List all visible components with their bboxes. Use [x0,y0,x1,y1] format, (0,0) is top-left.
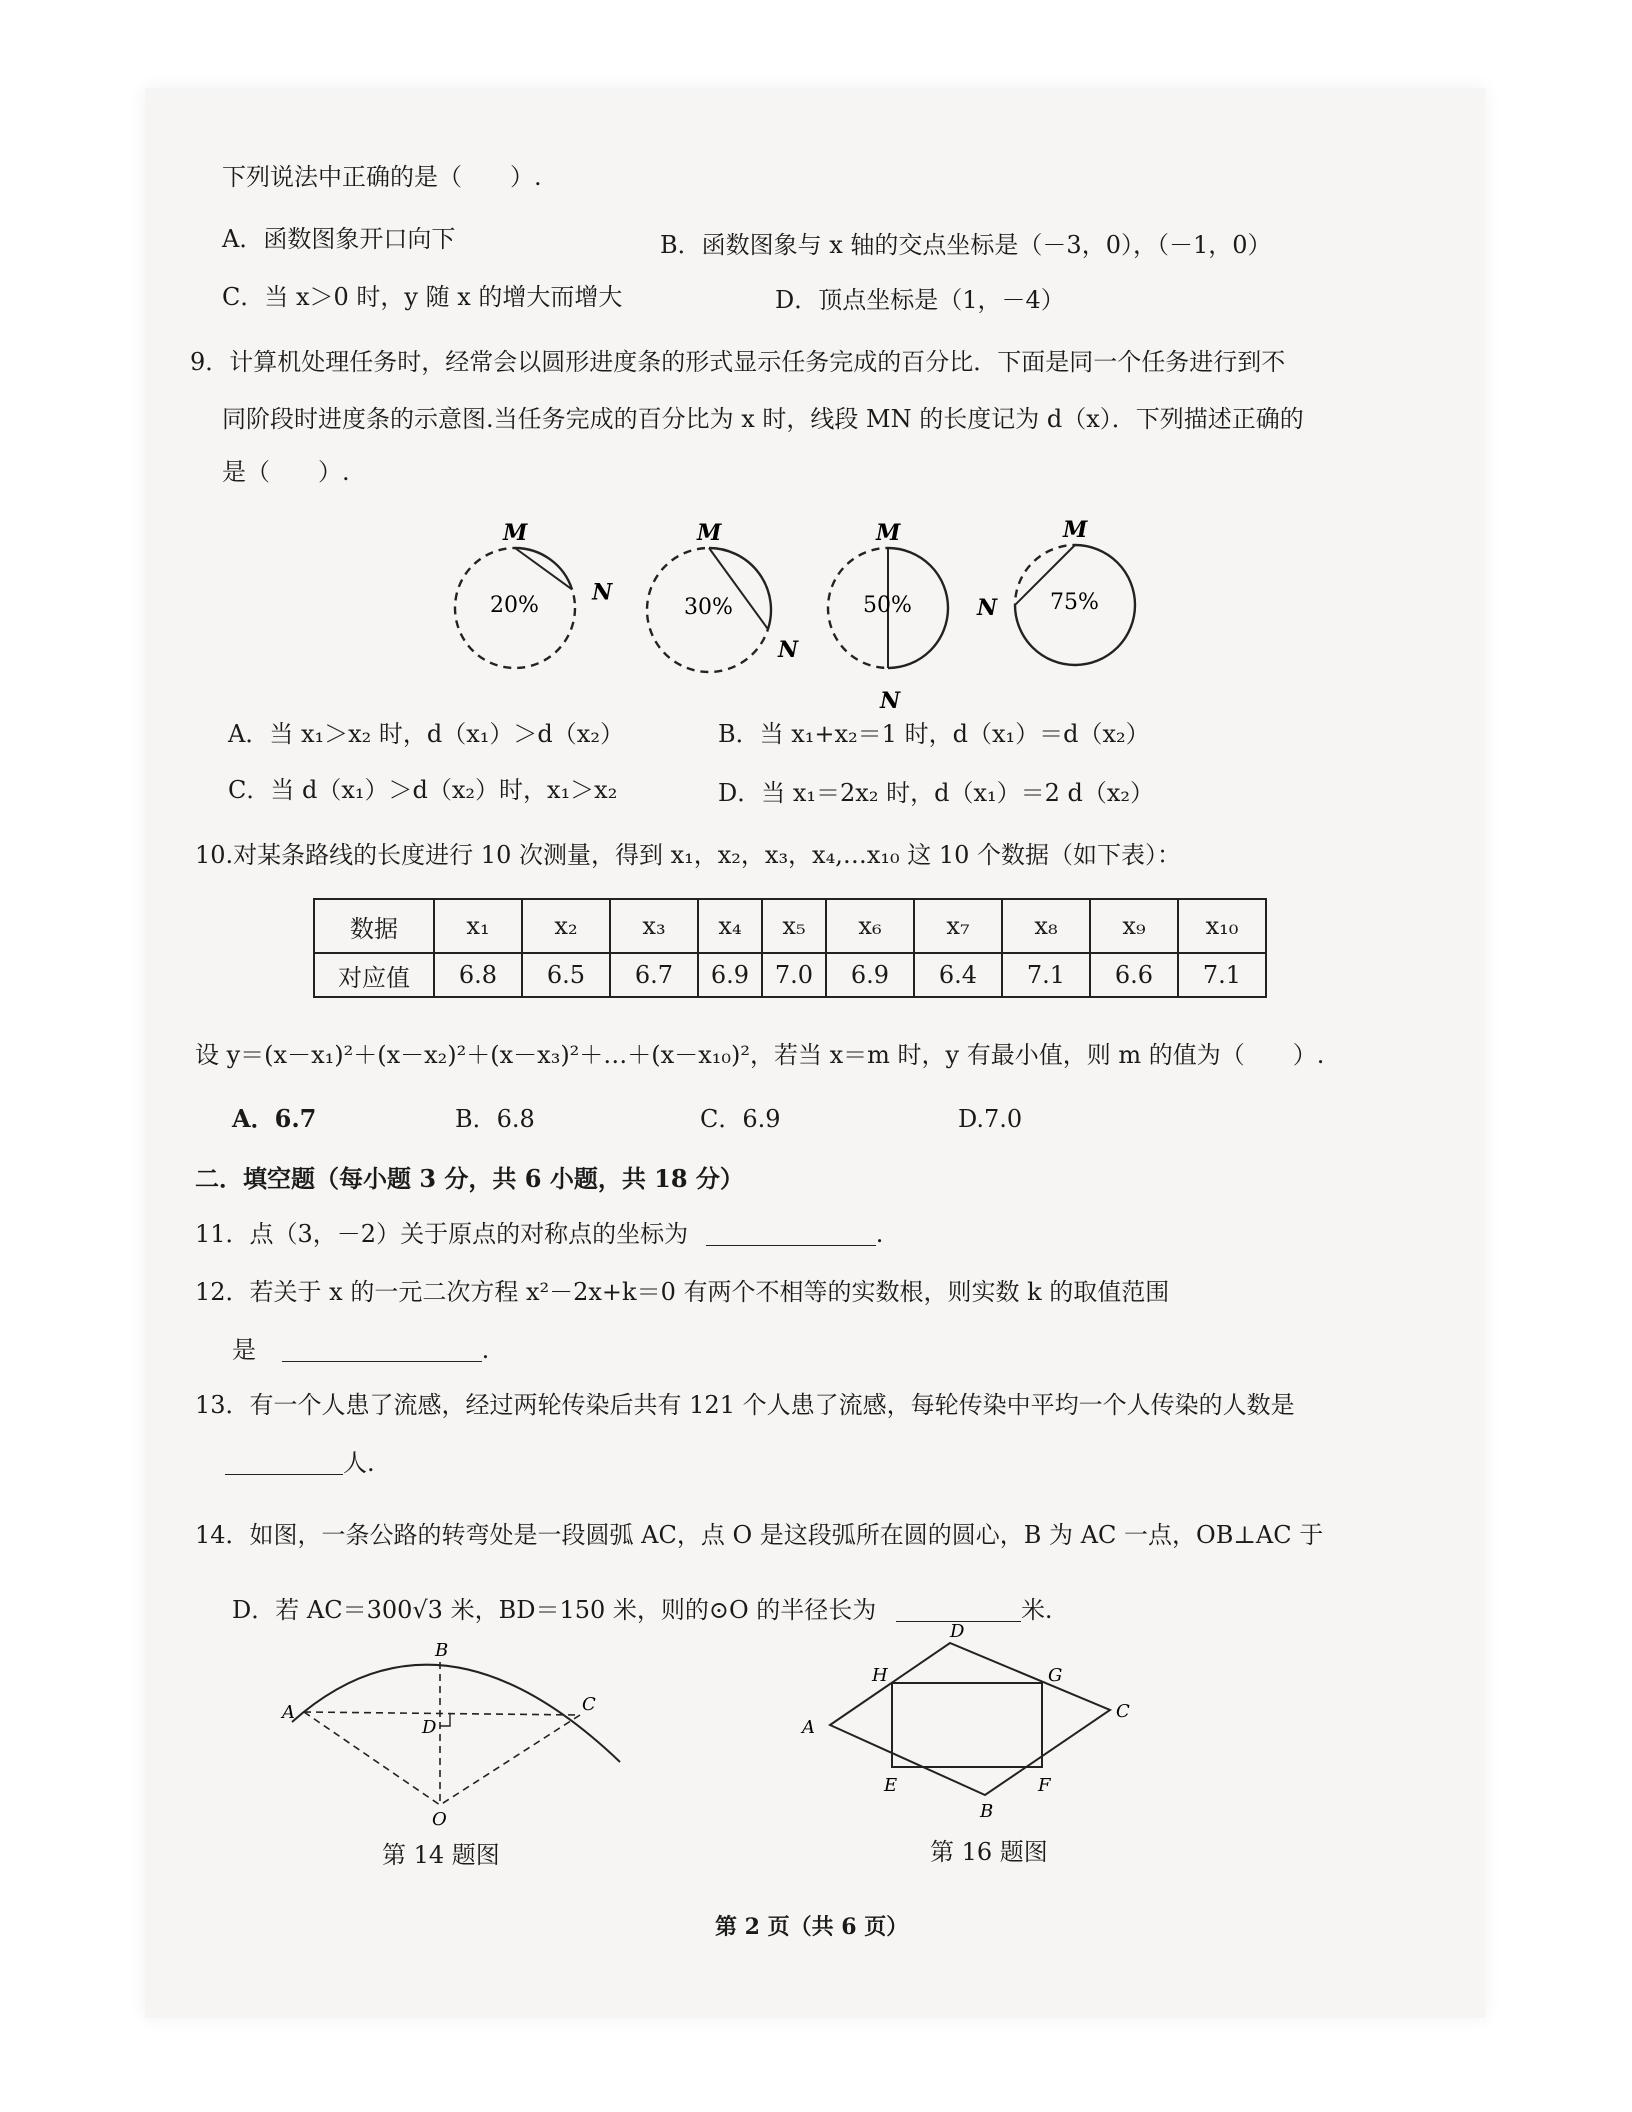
table-cell: 数据 [314,899,434,953]
label-n: N [592,579,613,606]
table-cell: x₅ [762,899,826,953]
q12-end: . [481,1336,490,1364]
right-angle-mark [440,1714,450,1726]
q11-end: . [875,1220,884,1248]
rectangle-efgh [892,1683,1042,1767]
q14-end: 米. [1020,1596,1053,1624]
progress-circles-figure [0,0,1632,720]
q13-end: 人. [343,1449,375,1477]
q11 [195,1217,883,1251]
progress-percent-label: 30% [684,595,733,620]
segment-oc [440,1715,580,1805]
table-row [314,953,1266,997]
q12-line1: 12．若关于 x 的一元二次方程 x²－2x+k＝0 有两个不相等的实数根，则实数 k 的取值范围 [195,1278,1170,1306]
label-m: M [697,520,722,546]
label-m: M [876,520,901,546]
table-cell: 6.9 [826,953,914,997]
table-cell: 6.6 [1090,953,1178,997]
figure-14-caption: 第 14 题图 [382,1841,500,1869]
progress-circle-2 [647,520,799,672]
q14-answer-blank[interactable] [896,1595,1021,1622]
table-cell: 7.0 [762,953,826,997]
table-cell: x₁₀ [1178,899,1266,953]
table-cell: x₁ [434,899,522,953]
q14-line1: 14．如图，一条公路的转弯处是一段圆弧 AC，点 O 是这段弧所在圆的圆心，B 为 AC 一点，OB⊥AC 于 [195,1521,1324,1549]
label-f: F [1038,1775,1051,1796]
q8-option-d: D．顶点坐标是（1，－4） [775,286,1065,314]
q12-text: 是 [232,1336,256,1364]
measurement-table [313,898,1267,998]
label-a: A [802,1717,815,1738]
q10-option-c: C．6.9 [700,1105,781,1133]
table-cell: 对应值 [314,953,434,997]
figure-16-rhombus [800,1621,1160,1825]
table-cell: 7.1 [1178,953,1266,997]
figure-14-arc [280,1640,640,1830]
q10-formula: 设 y＝(x－x₁)²＋(x－x₂)²＋(x－x₃)²＋…＋(x－x₁₀)²，若当 x＝m 时，y 有最小值，则 m 的值为（ ）. [195,1041,1325,1069]
q9-option-c: C．当 d（x₁）＞d（x₂）时，x₁＞x₂ [228,776,618,804]
table-cell: x₆ [826,899,914,953]
q9-line1: 9．计算机处理任务时，经常会以圆形进度条的形式显示任务完成的百分比．下面是同一个任务进行到不 [190,348,1286,376]
table-cell: x₄ [698,899,762,953]
label-m: M [1063,517,1088,543]
q10-option-b: B．6.8 [455,1105,535,1133]
q8-option-b: B．函数图象与 x 轴的交点坐标是（－3，0），（－1，0） [660,231,1272,259]
progress-circle-1 [455,520,613,668]
segment-oa [304,1712,440,1805]
table-cell: x₃ [610,899,698,953]
table-cell: x₂ [522,899,610,953]
q13-answer-blank[interactable] [225,1448,343,1475]
q12-line2 [232,1333,489,1367]
q10-option-a: A．6.7 [232,1104,317,1133]
page-footer: 第 2 页（共 6 页） [715,1914,909,1940]
q9-line3: 是（ ）. [222,458,350,486]
q9-line2: 同阶段时进度条的示意图.当任务完成的百分比为 x 时，线段 MN 的长度记为 d（x）．下列描述正确的 [222,405,1304,433]
q9-option-a: A．当 x₁＞x₂ 时，d（x₁）＞d（x₂） [228,720,624,748]
label-b: B [435,1640,449,1661]
q14-line2 [232,1593,1053,1627]
progress-percent-label: 20% [490,593,539,618]
table-cell: 6.9 [698,953,762,997]
label-c: C [582,1694,596,1715]
q11-answer-blank[interactable] [706,1219,876,1246]
progress-percent-label: 50% [863,593,912,618]
label-o: O [432,1809,447,1830]
q9-option-b: B．当 x₁+x₂＝1 时，d（x₁）＝d（x₂） [718,720,1150,748]
q11-text: 11．点（3，－2）关于原点的对称点的坐标为 [195,1220,689,1248]
table-cell: 6.8 [434,953,522,997]
label-e: E [884,1775,898,1796]
label-n: N [880,688,901,714]
chord-ac [304,1712,580,1715]
section-title-fill-in: 二．填空题（每小题 3 分，共 6 小题，共 18 分） [195,1164,744,1193]
table-cell: 6.4 [914,953,1002,997]
q8-stem: 下列说法中正确的是（ ）. [222,163,542,191]
label-g: G [1048,1665,1063,1686]
label-b: B [980,1801,994,1822]
q8-option-a: A．函数图象开口向下 [222,225,456,253]
label-n: N [778,637,799,664]
table-cell: 6.7 [610,953,698,997]
q13-line2 [225,1446,375,1480]
progress-circle-3 [828,520,948,714]
q9-option-d: D．当 x₁＝2x₂ 时，d（x₁）＝2 d（x₂） [718,779,1155,807]
table-cell: x₇ [914,899,1002,953]
label-h: H [872,1665,888,1686]
q14-text: D．若 AC＝300√3 米，BD＝150 米，则的⊙O 的半径长为 [232,1596,877,1624]
table-cell: 6.5 [522,953,610,997]
label-a: A [282,1702,295,1723]
road-arc [292,1665,620,1762]
progress-circle-4 [976,517,1135,665]
q13-line1: 13．有一个人患了流感，经过两轮传染后共有 121 个人患了流感，每轮传染中平均一个人传染的人数是 [195,1391,1295,1419]
label-c: C [1116,1701,1130,1722]
table-cell: x₈ [1002,899,1090,953]
table-cell: 7.1 [1002,953,1090,997]
q10-option-d: D.7.0 [958,1105,1023,1133]
table-header-row [314,899,1266,953]
q8-option-c: C．当 x＞0 时，y 随 x 的增大而增大 [222,283,623,311]
label-n: N [977,595,998,621]
label-d: D [950,1621,965,1642]
figure-16-caption: 第 16 题图 [930,1838,1048,1866]
q10-stem: 10.对某条路线的长度进行 10 次测量，得到 x₁，x₂，x₃，x₄,…x₁₀ 这 10 个数据（如下表）： [195,841,1182,869]
label-m: M [503,520,528,546]
label-d: D [422,1717,437,1738]
q12-answer-blank[interactable] [282,1335,482,1362]
progress-percent-label: 75% [1050,590,1099,615]
table-cell: x₉ [1090,899,1178,953]
